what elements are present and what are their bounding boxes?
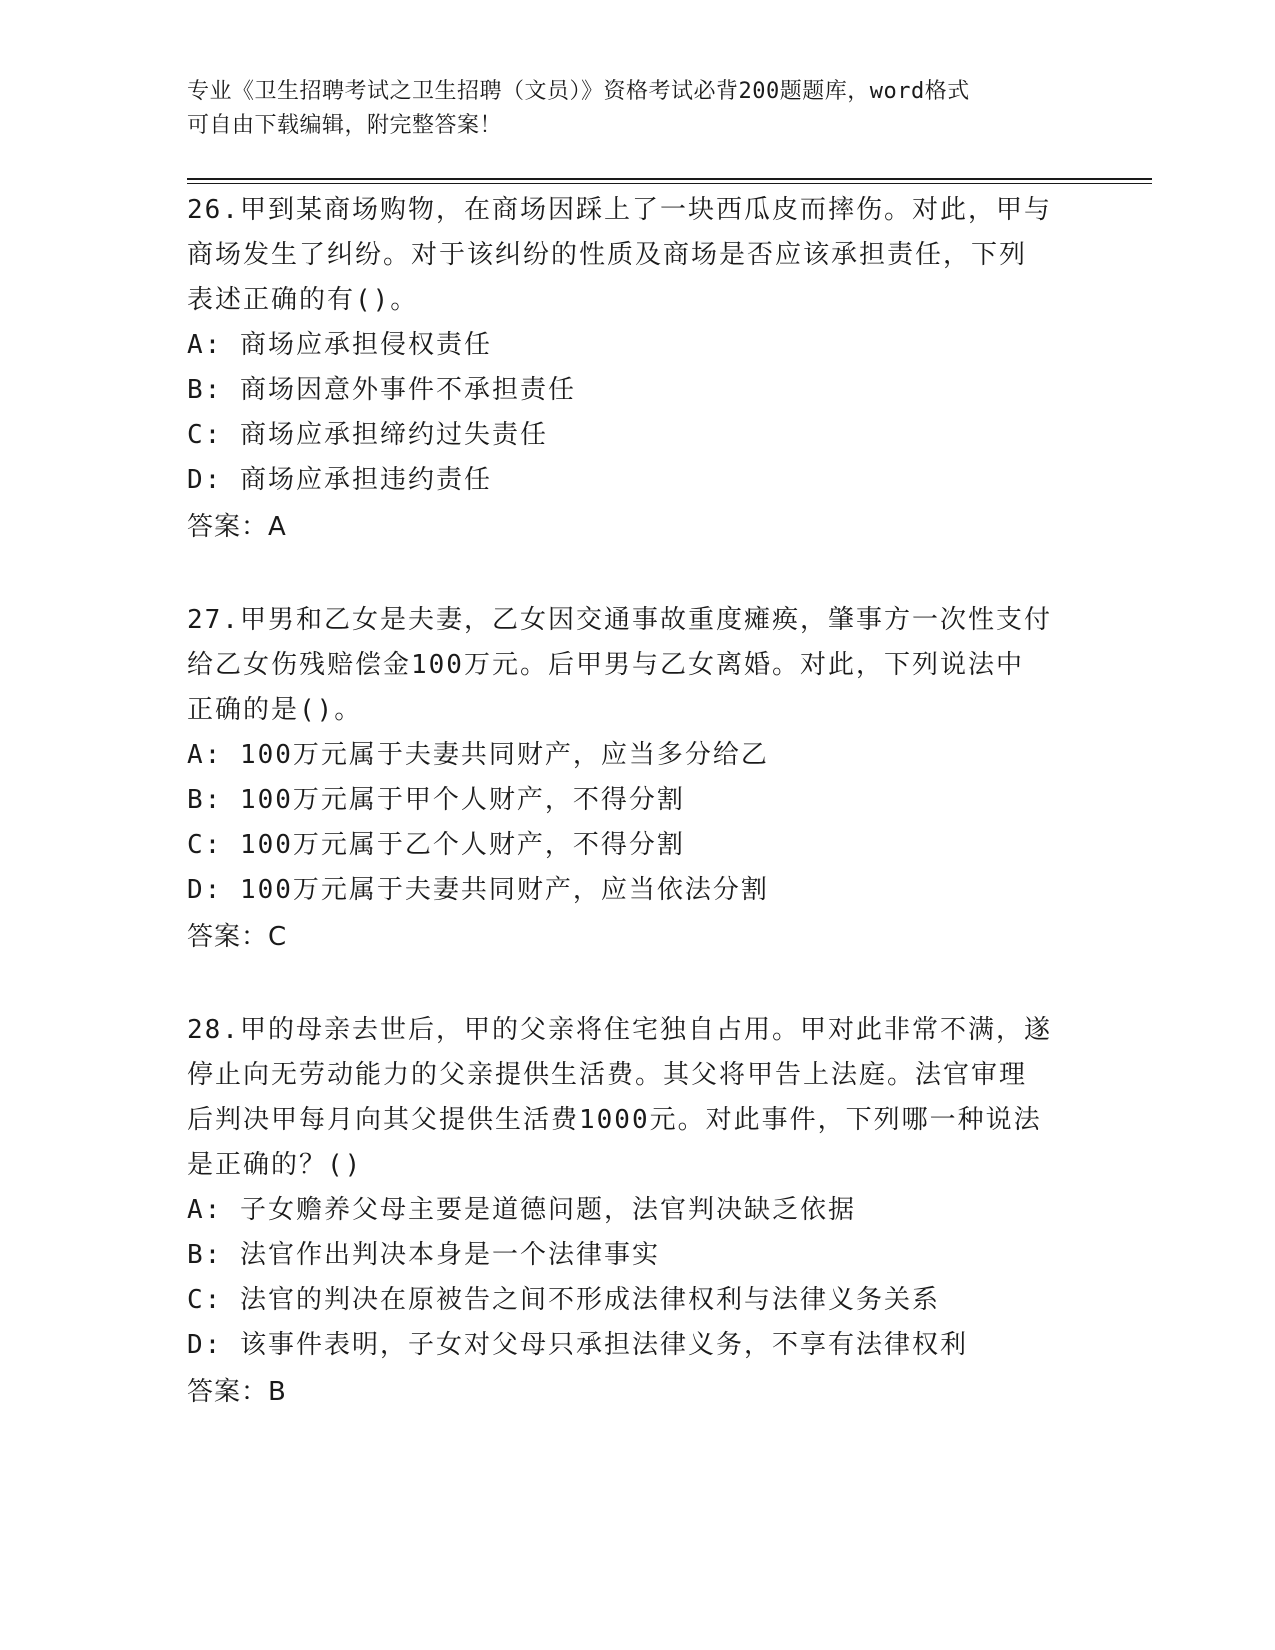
question-stem-line: 商场发生了纠纷。对于该纠纷的性质及商场是否应该承担责任，下列 bbox=[187, 240, 1028, 270]
document-header bbox=[187, 75, 1067, 143]
option-b: B: 法官作出判决本身是一个法律事实 bbox=[187, 1240, 660, 1270]
option-d: D: 100万元属于夫妻共同财产，应当依法分割 bbox=[187, 875, 769, 905]
option-a: A: 100万元属于夫妻共同财产，应当多分给乙 bbox=[187, 740, 769, 770]
option-d: D: 商场应承担违约责任 bbox=[187, 465, 492, 495]
option-c: C: 100万元属于乙个人财产，不得分割 bbox=[187, 830, 685, 860]
option-b: B: 100万元属于甲个人财产，不得分割 bbox=[187, 785, 685, 815]
question-26 bbox=[187, 188, 1087, 550]
question-stem-line: 正确的是()。 bbox=[187, 695, 363, 725]
option-b: B: 商场因意外事件不承担责任 bbox=[187, 375, 576, 405]
question-stem-line: 是正确的？() bbox=[187, 1150, 363, 1180]
option-a: A: 子女赡养父母主要是道德问题，法官判决缺乏依据 bbox=[187, 1195, 856, 1225]
question-stem-line: 27.甲男和乙女是夫妻，乙女因交通事故重度瘫痪，肇事方一次性支付 bbox=[187, 605, 1052, 635]
question-stem-line: 表述正确的有()。 bbox=[187, 285, 419, 315]
question-stem-line: 给乙女伤残赔偿金100万元。后甲男与乙女离婚。对此，下列说法中 bbox=[187, 650, 1024, 680]
question-stem-line: 后判决甲每月向其父提供生活费1000元。对此事件，下列哪一种说法 bbox=[187, 1105, 1042, 1135]
question-27 bbox=[187, 598, 1087, 960]
header-rule-thin bbox=[187, 183, 1152, 184]
option-c: C: 法官的判决在原被告之间不形成法律权利与法律义务关系 bbox=[187, 1285, 940, 1315]
header-line-2: 可自由下载编辑，附完整答案！ bbox=[187, 113, 503, 138]
question-stem-line: 停止向无劳动能力的父亲提供生活费。其父将甲告上法庭。法官审理 bbox=[187, 1060, 1028, 1090]
answer-label: 答案：B bbox=[187, 1377, 287, 1407]
answer-label: 答案：C bbox=[187, 922, 288, 952]
option-c: C: 商场应承担缔约过失责任 bbox=[187, 420, 548, 450]
document-page bbox=[187, 0, 1157, 1650]
question-stem-line: 26.甲到某商场购物，在商场因踩上了一块西瓜皮而摔伤。对此，甲与 bbox=[187, 195, 1052, 225]
question-28 bbox=[187, 1008, 1087, 1415]
option-a: A: 商场应承担侵权责任 bbox=[187, 330, 492, 360]
answer-label: 答案：A bbox=[187, 512, 287, 542]
option-d: D: 该事件表明，子女对父母只承担法律义务，不享有法律权利 bbox=[187, 1330, 968, 1360]
header-rule-thick bbox=[187, 178, 1152, 180]
question-stem-line: 28.甲的母亲去世后，甲的父亲将住宅独自占用。甲对此非常不满，遂 bbox=[187, 1015, 1052, 1045]
header-line-1: 专业《卫生招聘考试之卫生招聘（文员）》资格考试必背200题题库，word格式 bbox=[187, 79, 970, 104]
